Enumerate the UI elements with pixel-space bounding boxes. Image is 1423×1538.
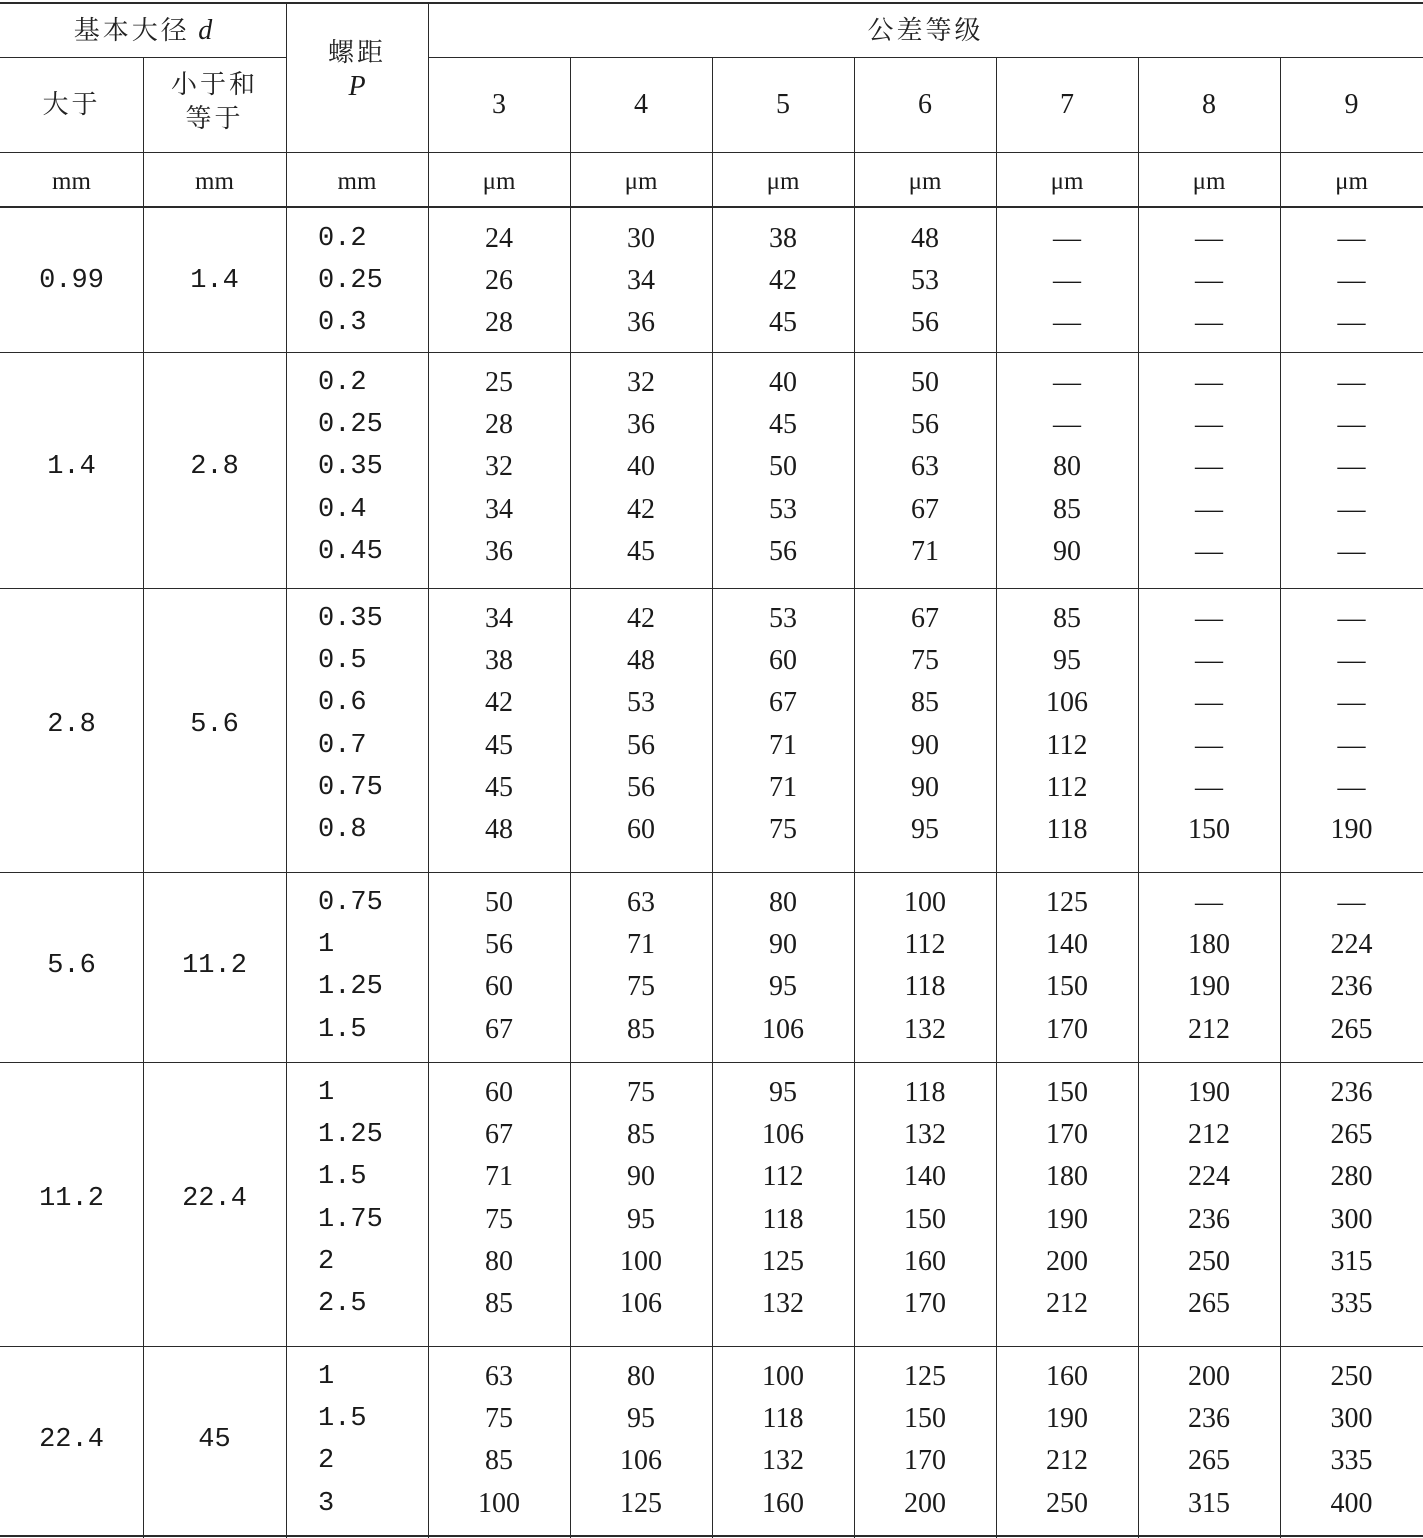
column-divider bbox=[1138, 57, 1139, 1538]
tolerance-cell: — bbox=[1337, 535, 1366, 567]
tolerance-cell: 38 bbox=[769, 223, 797, 254]
tolerance-cell: 132 bbox=[904, 1119, 946, 1151]
tolerance-cell: 236 bbox=[1188, 1203, 1230, 1235]
tolerance-cell: 67 bbox=[911, 603, 939, 634]
tolerance-cell: 45 bbox=[485, 771, 513, 803]
tolerance-cell: 170 bbox=[1046, 1013, 1088, 1045]
tolerance-cell: — bbox=[1195, 645, 1223, 677]
tolerance-cell: 335 bbox=[1330, 1445, 1373, 1477]
tolerance-cell: — bbox=[1195, 729, 1223, 761]
tolerance-cell: 118 bbox=[904, 971, 946, 1003]
tolerance-cell: 132 bbox=[762, 1445, 804, 1477]
tolerance-cell: 63 bbox=[485, 1361, 513, 1392]
tolerance-cell: 112 bbox=[1046, 771, 1088, 803]
tolerance-cell: — bbox=[1053, 409, 1081, 441]
tolerance-cell: 90 bbox=[911, 729, 939, 761]
column-divider bbox=[570, 57, 571, 1538]
tolerance-cell: 95 bbox=[627, 1203, 655, 1235]
pitch-cell: 0.7 bbox=[318, 730, 367, 761]
tolerance-cell: 118 bbox=[762, 1203, 804, 1235]
tolerance-cell: — bbox=[1195, 603, 1223, 634]
grade-header-3: 3 bbox=[492, 89, 506, 120]
tolerance-cell: — bbox=[1195, 451, 1223, 483]
tolerance-cell: 34 bbox=[485, 493, 513, 525]
tolerance-cell: 45 bbox=[769, 307, 797, 339]
pitch-cell: 1 bbox=[318, 930, 335, 961]
tolerance-cell: 190 bbox=[1188, 1077, 1230, 1108]
tolerance-cell: 95 bbox=[911, 814, 939, 845]
grade-header-8: 8 bbox=[1202, 89, 1216, 120]
diameter-less-equal: 5.6 bbox=[190, 709, 239, 740]
tolerance-cell: 80 bbox=[1053, 451, 1081, 483]
tolerance-cell: 236 bbox=[1188, 1403, 1230, 1435]
tolerance-cell: 95 bbox=[769, 1077, 797, 1108]
tolerance-cell: 26 bbox=[485, 265, 513, 297]
pitch-cell: 0.45 bbox=[318, 536, 383, 567]
tolerance-cell: 212 bbox=[1188, 1119, 1230, 1151]
grade-header-5: 5 bbox=[776, 89, 790, 120]
tolerance-cell: — bbox=[1195, 409, 1223, 441]
column-divider bbox=[428, 3, 429, 1538]
tolerance-cell: 265 bbox=[1330, 1013, 1373, 1045]
tolerance-cell: — bbox=[1337, 603, 1366, 634]
diameter-greater-than: 0.99 bbox=[39, 266, 104, 297]
tolerance-cell: 42 bbox=[769, 265, 797, 297]
diameter-less-equal: 11.2 bbox=[182, 951, 247, 982]
tolerance-cell: 45 bbox=[485, 729, 513, 761]
tolerance-cell: 36 bbox=[627, 307, 655, 339]
tolerance-cell: 125 bbox=[762, 1245, 804, 1277]
tolerance-cell: 180 bbox=[1188, 929, 1230, 961]
tolerance-cell: — bbox=[1053, 265, 1081, 297]
tolerance-cell: 71 bbox=[769, 771, 797, 803]
tolerance-cell: 56 bbox=[911, 409, 939, 441]
tolerance-cell: 106 bbox=[620, 1288, 662, 1319]
tolerance-cell: 60 bbox=[485, 971, 513, 1003]
column-divider bbox=[996, 57, 997, 1538]
pitch-cell: 0.25 bbox=[318, 410, 383, 441]
tolerance-cell: 212 bbox=[1046, 1445, 1088, 1477]
tolerance-cell: 95 bbox=[769, 971, 797, 1003]
tolerance-cell: 300 bbox=[1330, 1403, 1373, 1435]
tolerance-cell: 50 bbox=[911, 367, 939, 398]
column-divider bbox=[286, 3, 287, 1538]
tolerance-cell: 36 bbox=[485, 535, 513, 567]
tolerance-cell: 67 bbox=[485, 1119, 513, 1151]
greater-than-header: 大于 bbox=[42, 90, 101, 120]
tolerance-cell: — bbox=[1337, 451, 1366, 483]
tolerance-cell: 265 bbox=[1330, 1119, 1373, 1151]
tolerance-cell: 95 bbox=[627, 1403, 655, 1435]
tolerance-cell: 75 bbox=[627, 1077, 655, 1108]
tolerance-cell: 80 bbox=[769, 887, 797, 918]
tolerance-cell: 75 bbox=[485, 1203, 513, 1235]
tolerance-cell: 150 bbox=[904, 1203, 946, 1235]
tolerance-cell: 160 bbox=[1046, 1361, 1088, 1392]
tolerance-cell: — bbox=[1195, 307, 1223, 339]
tolerance-cell: 71 bbox=[911, 535, 939, 567]
grade-header-6: 6 bbox=[918, 89, 932, 120]
tolerance-cell: 250 bbox=[1188, 1245, 1230, 1277]
tolerance-cell: 265 bbox=[1188, 1445, 1230, 1477]
pitch-cell: 0.35 bbox=[318, 604, 383, 634]
tolerance-cell: 53 bbox=[769, 493, 797, 525]
tolerance-cell: 100 bbox=[762, 1361, 804, 1392]
column-divider bbox=[143, 57, 144, 1538]
tolerance-cell: 132 bbox=[762, 1288, 804, 1319]
tolerance-cell: 106 bbox=[1046, 687, 1088, 719]
tolerance-cell: 40 bbox=[769, 367, 797, 398]
tolerance-cell: 112 bbox=[1046, 729, 1088, 761]
tolerance-cell: 90 bbox=[1053, 535, 1081, 567]
tolerance-cell: 80 bbox=[485, 1245, 513, 1277]
tolerance-cell: 265 bbox=[1188, 1288, 1230, 1319]
pitch-cell: 0.2 bbox=[318, 224, 367, 254]
diameter-less-equal: 45 bbox=[198, 1425, 231, 1456]
tolerance-cell: 200 bbox=[904, 1487, 946, 1519]
tolerance-cell: — bbox=[1053, 307, 1081, 339]
tolerance-cell: 250 bbox=[1330, 1361, 1373, 1392]
tolerance-cell: 236 bbox=[1330, 1077, 1373, 1108]
tolerance-cell: 36 bbox=[627, 409, 655, 441]
tolerance-cell: 60 bbox=[627, 814, 655, 845]
unit-cell: mm bbox=[195, 168, 234, 195]
tolerance-cell: 118 bbox=[904, 1077, 946, 1108]
tolerance-cell: — bbox=[1337, 367, 1366, 398]
tolerance-cell: 34 bbox=[485, 603, 513, 634]
tolerance-cell: — bbox=[1053, 223, 1081, 254]
tolerance-cell: — bbox=[1337, 887, 1366, 918]
tolerance-cell: — bbox=[1337, 687, 1366, 719]
diameter-greater-than: 2.8 bbox=[47, 709, 96, 740]
tolerance-cell: 56 bbox=[627, 771, 655, 803]
pitch-cell: 1.5 bbox=[318, 1162, 367, 1193]
tolerance-cell: 50 bbox=[769, 451, 797, 483]
column-divider bbox=[854, 57, 855, 1538]
tolerance-cell: 67 bbox=[769, 687, 797, 719]
tolerance-cell: 212 bbox=[1046, 1288, 1088, 1319]
tolerance-cell: 90 bbox=[769, 929, 797, 961]
less-equal-header: 小于和 等于 bbox=[170, 70, 258, 134]
tolerance-cell: 24 bbox=[485, 223, 513, 254]
tolerance-cell: 125 bbox=[1046, 887, 1088, 918]
tolerance-cell: 71 bbox=[627, 929, 655, 961]
tolerance-cell: 67 bbox=[485, 1013, 513, 1045]
pitch-cell: 1.75 bbox=[318, 1204, 383, 1235]
tolerance-cell: 48 bbox=[485, 814, 513, 845]
tolerance-cell: 212 bbox=[1188, 1013, 1230, 1045]
tolerance-cell: 190 bbox=[1046, 1203, 1088, 1235]
tolerance-cell: 190 bbox=[1330, 814, 1373, 845]
tolerance-cell: 85 bbox=[911, 687, 939, 719]
tolerance-cell: 45 bbox=[627, 535, 655, 567]
tolerance-cell: 32 bbox=[485, 451, 513, 483]
pitch-cell: 0.75 bbox=[318, 888, 383, 918]
diameter-less-equal: 22.4 bbox=[182, 1183, 247, 1214]
tolerance-cell: 75 bbox=[485, 1403, 513, 1435]
tolerance-cell: — bbox=[1337, 729, 1366, 761]
grade-header-9: 9 bbox=[1344, 89, 1359, 120]
column-divider bbox=[712, 57, 713, 1538]
tolerance-cell: 38 bbox=[485, 645, 513, 677]
tolerance-cell: 42 bbox=[627, 603, 655, 634]
tolerance-cell: 42 bbox=[627, 493, 655, 525]
tolerance-cell: 48 bbox=[911, 223, 939, 254]
tolerance-cell: 42 bbox=[485, 687, 513, 719]
tolerance-cell: 132 bbox=[904, 1013, 946, 1045]
tolerance-grade-header: 公差等级 bbox=[867, 16, 984, 46]
pitch-cell: 0.2 bbox=[318, 368, 367, 398]
tolerance-cell: 170 bbox=[904, 1288, 946, 1319]
tolerance-cell: 170 bbox=[1046, 1119, 1088, 1151]
tolerance-cell: 75 bbox=[911, 645, 939, 677]
tolerance-cell: 106 bbox=[762, 1013, 804, 1045]
tolerance-cell: 200 bbox=[1188, 1361, 1230, 1392]
tolerance-cell: 224 bbox=[1188, 1161, 1230, 1193]
tolerance-cell: 170 bbox=[904, 1445, 946, 1477]
tolerance-cell: 75 bbox=[627, 971, 655, 1003]
tolerance-cell: 53 bbox=[627, 687, 655, 719]
tolerance-cell: 63 bbox=[911, 451, 939, 483]
tolerance-cell: 34 bbox=[627, 265, 655, 297]
tolerance-cell: 28 bbox=[485, 409, 513, 441]
tolerance-cell: 90 bbox=[627, 1161, 655, 1193]
pitch-header: 螺距 P bbox=[327, 38, 386, 102]
tolerance-cell: 40 bbox=[627, 451, 655, 483]
pitch-cell: 3 bbox=[318, 1488, 335, 1519]
tolerance-cell: 28 bbox=[485, 307, 513, 339]
tolerance-cell: 112 bbox=[762, 1161, 804, 1193]
tolerance-cell: 45 bbox=[769, 409, 797, 441]
tolerance-cell: 280 bbox=[1330, 1161, 1373, 1193]
tolerance-cell: 190 bbox=[1188, 971, 1230, 1003]
tolerance-cell: 160 bbox=[904, 1245, 946, 1277]
tolerance-cell: 53 bbox=[911, 265, 939, 297]
tolerance-cell: 112 bbox=[904, 929, 946, 961]
diameter-greater-than: 22.4 bbox=[39, 1425, 104, 1456]
header-rule-1b bbox=[428, 57, 1423, 58]
tolerance-cell: 30 bbox=[627, 223, 655, 254]
tolerance-cell: 315 bbox=[1188, 1487, 1230, 1519]
tolerance-cell: — bbox=[1195, 687, 1223, 719]
tolerance-cell: 100 bbox=[478, 1487, 520, 1519]
pitch-cell: 0.25 bbox=[318, 266, 383, 297]
tolerance-cell: 71 bbox=[769, 729, 797, 761]
tolerance-cell: 60 bbox=[769, 645, 797, 677]
tolerance-cell: 150 bbox=[1046, 1077, 1088, 1108]
tolerance-cell: 200 bbox=[1046, 1245, 1088, 1277]
column-divider bbox=[1280, 57, 1281, 1538]
tolerance-cell: 335 bbox=[1330, 1288, 1373, 1319]
tolerance-cell: 100 bbox=[620, 1245, 662, 1277]
tolerance-cell: 67 bbox=[911, 493, 939, 525]
grade-header-4: 4 bbox=[634, 89, 648, 120]
tolerance-cell: 56 bbox=[911, 307, 939, 339]
tolerance-cell: — bbox=[1195, 265, 1223, 297]
tolerance-cell: 56 bbox=[485, 929, 513, 961]
tolerance-cell: 50 bbox=[485, 887, 513, 918]
tolerance-cell: — bbox=[1337, 771, 1366, 803]
tolerance-cell: 71 bbox=[485, 1161, 513, 1193]
tolerance-cell: 250 bbox=[1046, 1487, 1088, 1519]
tolerance-cell: 56 bbox=[627, 729, 655, 761]
diameter-greater-than: 5.6 bbox=[47, 951, 96, 982]
pitch-cell: 0.4 bbox=[318, 494, 367, 525]
tolerance-cell: 75 bbox=[769, 814, 797, 845]
tolerance-cell: 140 bbox=[904, 1161, 946, 1193]
unit-cell: μm bbox=[766, 168, 800, 195]
tolerance-cell: — bbox=[1337, 645, 1366, 677]
pitch-cell: 0.8 bbox=[318, 815, 367, 845]
tolerance-cell: — bbox=[1337, 493, 1366, 525]
pitch-cell: 0.35 bbox=[318, 452, 383, 483]
unit-cell: mm bbox=[52, 168, 91, 195]
tolerance-cell: 140 bbox=[1046, 929, 1088, 961]
tolerance-cell: 85 bbox=[627, 1119, 655, 1151]
pitch-cell: 1.25 bbox=[318, 1120, 383, 1151]
tolerance-cell: — bbox=[1195, 535, 1223, 567]
tolerance-cell: 85 bbox=[627, 1013, 655, 1045]
pitch-cell: 0.6 bbox=[318, 688, 367, 719]
tolerance-cell: 53 bbox=[769, 603, 797, 634]
pitch-cell: 2 bbox=[318, 1446, 335, 1477]
tolerance-cell: 150 bbox=[1188, 814, 1230, 845]
unit-cell: μm bbox=[624, 168, 658, 195]
pitch-cell: 1.5 bbox=[318, 1404, 367, 1435]
tolerance-cell: 90 bbox=[911, 771, 939, 803]
tolerance-cell: — bbox=[1337, 223, 1366, 254]
tolerance-cell: 32 bbox=[627, 367, 655, 398]
grade-header-7: 7 bbox=[1060, 89, 1074, 120]
tolerance-cell: 85 bbox=[485, 1288, 513, 1319]
tolerance-cell: — bbox=[1053, 367, 1081, 398]
tolerance-cell: 400 bbox=[1330, 1487, 1373, 1519]
tolerance-cell: 48 bbox=[627, 645, 655, 677]
tolerance-cell: 106 bbox=[620, 1445, 662, 1477]
unit-cell: μm bbox=[482, 168, 516, 195]
tolerance-cell: 85 bbox=[485, 1445, 513, 1477]
tolerance-cell: — bbox=[1195, 367, 1223, 398]
tolerance-cell: — bbox=[1337, 409, 1366, 441]
tolerance-cell: 190 bbox=[1046, 1403, 1088, 1435]
tolerance-cell: 100 bbox=[904, 887, 946, 918]
tolerance-cell: 25 bbox=[485, 367, 513, 398]
tolerance-cell: 300 bbox=[1330, 1203, 1373, 1235]
unit-cell: μm bbox=[1192, 168, 1226, 195]
tolerance-cell: 85 bbox=[1053, 603, 1081, 634]
tolerance-cell: 224 bbox=[1330, 929, 1373, 961]
pitch-cell: 1 bbox=[318, 1078, 335, 1108]
pitch-cell: 1.25 bbox=[318, 972, 383, 1003]
pitch-cell: 0.5 bbox=[318, 646, 367, 677]
unit-cell: μm bbox=[1050, 168, 1084, 195]
pitch-cell: 0.3 bbox=[318, 308, 367, 339]
diameter-less-equal: 1.4 bbox=[190, 266, 239, 297]
tolerance-cell: — bbox=[1195, 493, 1223, 525]
unit-cell: μm bbox=[908, 168, 942, 195]
tolerance-cell: 315 bbox=[1330, 1245, 1373, 1277]
tolerance-cell: 150 bbox=[904, 1403, 946, 1435]
pitch-cell: 2 bbox=[318, 1246, 335, 1277]
tolerance-cell: 125 bbox=[904, 1361, 946, 1392]
diameter-greater-than: 1.4 bbox=[47, 452, 96, 483]
tolerance-cell: — bbox=[1195, 887, 1223, 918]
tolerance-cell: 150 bbox=[1046, 971, 1088, 1003]
tolerance-cell: — bbox=[1195, 223, 1223, 254]
unit-cell: μm bbox=[1335, 168, 1368, 195]
tolerance-cell: 95 bbox=[1053, 645, 1081, 677]
diameter-greater-than: 11.2 bbox=[39, 1183, 104, 1214]
basic-diameter-header: 基本大径 d bbox=[73, 15, 213, 46]
tolerance-cell: 160 bbox=[762, 1487, 804, 1519]
tolerance-cell: 236 bbox=[1330, 971, 1373, 1003]
tolerance-cell: — bbox=[1337, 307, 1366, 339]
unit-cell: mm bbox=[337, 168, 377, 195]
tolerance-cell: 85 bbox=[1053, 493, 1081, 525]
tolerance-cell: 118 bbox=[1046, 814, 1088, 845]
tolerance-cell: 80 bbox=[627, 1361, 655, 1392]
tolerance-cell: 63 bbox=[627, 887, 655, 918]
pitch-cell: 2.5 bbox=[318, 1289, 367, 1319]
tolerance-cell: — bbox=[1337, 265, 1366, 297]
pitch-cell: 1.5 bbox=[318, 1014, 367, 1045]
tolerance-cell: 118 bbox=[762, 1403, 804, 1435]
pitch-cell: 1 bbox=[318, 1362, 335, 1392]
tolerance-cell: — bbox=[1195, 771, 1223, 803]
tolerance-cell: 106 bbox=[762, 1119, 804, 1151]
tolerance-cell: 180 bbox=[1046, 1161, 1088, 1193]
tolerance-cell: 56 bbox=[769, 535, 797, 567]
top-rule bbox=[0, 2, 1423, 4]
tolerance-cell: 125 bbox=[620, 1487, 662, 1519]
pitch-cell: 0.75 bbox=[318, 772, 383, 803]
tolerance-cell: 60 bbox=[485, 1077, 513, 1108]
diameter-less-equal: 2.8 bbox=[190, 452, 239, 483]
